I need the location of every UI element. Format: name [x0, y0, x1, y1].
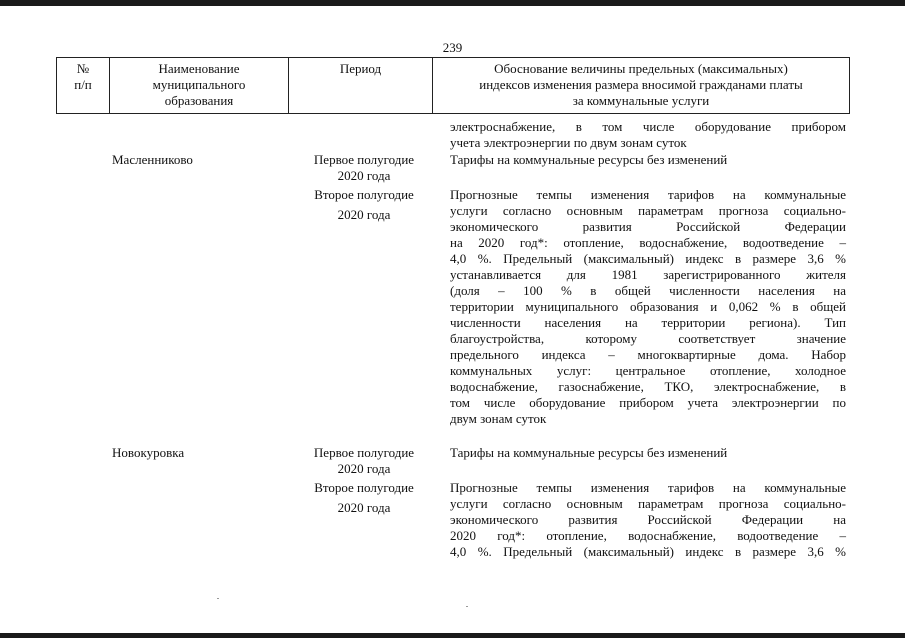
basis-line: Прогнозные темпы изменения тарифов на коммунальные [450, 187, 846, 202]
header-number-line: № [76, 61, 90, 76]
period-second-half: Второе полугодие [314, 187, 414, 202]
first-half-basis: Тарифы на коммунальные ресурсы без изменений [450, 445, 728, 460]
header-basis-line: Обоснование величины предельных (максимальных) [494, 61, 788, 76]
basis-line: услуги согласно основным параметрам прогноза социально- [450, 496, 846, 511]
header-municipality-line: образования [164, 93, 234, 108]
header-municipality-line: Наименование [158, 61, 240, 76]
basis-line: численности населения на территории региона). Тип [450, 315, 846, 330]
header-municipality [110, 58, 289, 114]
header-basis-line: за коммунальные услуги [572, 93, 710, 108]
basis-line: благоустройства, которому соответствует значение [450, 331, 846, 346]
period-first-half-year: 2020 года [337, 461, 391, 476]
basis-line: водоснабжение, газоснабжение, ТКО, электроснабжение, в [450, 379, 846, 394]
header-basis-line: индексов изменения размера вносимой гражданами платы [479, 77, 803, 92]
basis-line: 4,0 %. Предельный (максимальный) индекс в размере 3,6 % [450, 544, 846, 559]
period-second-half-year: 2020 года [337, 207, 391, 222]
scan-speck [217, 598, 219, 599]
header-period [289, 58, 433, 114]
carryover-line: учета электроэнергии по двум зонам суток [450, 135, 687, 150]
period-first-half: Первое полугодие [313, 445, 415, 460]
basis-line: 4,0 %. Предельный (максимальный) индекс в размере 3,6 % [450, 251, 846, 266]
scan-speck [466, 606, 468, 607]
top-scan-border [0, 0, 905, 6]
municipality-name: Новокуровка [112, 445, 185, 460]
header-period-line: Период [339, 61, 382, 76]
header-number-line: п/п [74, 77, 92, 92]
basis-line: Прогнозные темпы изменения тарифов на коммунальные [450, 480, 846, 495]
basis-line: (доля – 100 % в общей численности населения на [450, 283, 846, 298]
basis-line: двум зонам суток [450, 411, 547, 426]
header-number [57, 58, 110, 114]
carryover-line: электроснабжение, в том числе оборудование прибором [450, 119, 846, 134]
basis-line: на 2020 год*: отопление, водоснабжение, водоотведение – [450, 235, 846, 250]
first-half-basis: Тарифы на коммунальные ресурсы без изменений [450, 152, 728, 167]
basis-line: том числе оборудование прибором учета электроэнергии по [450, 395, 846, 410]
header-basis [433, 58, 850, 114]
period-second-half-year: 2020 года [337, 500, 391, 515]
municipality-name: Масленниково [112, 152, 193, 167]
page-number: 239 [442, 40, 463, 55]
bottom-scan-border [0, 633, 905, 638]
basis-line: услуги согласно основным параметрам прогноза социально- [450, 203, 846, 218]
period-first-half-year: 2020 года [337, 168, 391, 183]
period-second-half: Второе полугодие [314, 480, 414, 495]
basis-line: предельного индекса – многоквартирные дома. Набор [450, 347, 846, 362]
basis-line: коммунальных услуг: центральное отопление, холодное [450, 363, 846, 378]
table-header [56, 57, 850, 114]
header-municipality-line: муниципального [152, 77, 246, 92]
basis-line: 2020 год*: отопление, водоснабжение, водоотведение – [450, 528, 846, 543]
basis-line: устанавливается для 1981 зарегистрированного жителя [450, 267, 846, 282]
period-first-half: Первое полугодие [313, 152, 415, 167]
basis-line: экономического развития Российской Федерации на [450, 512, 846, 527]
basis-line: экономического развития Российской Федерации [450, 219, 846, 234]
basis-line: территории муниципального образования и 0,062 % в общей [450, 299, 846, 314]
